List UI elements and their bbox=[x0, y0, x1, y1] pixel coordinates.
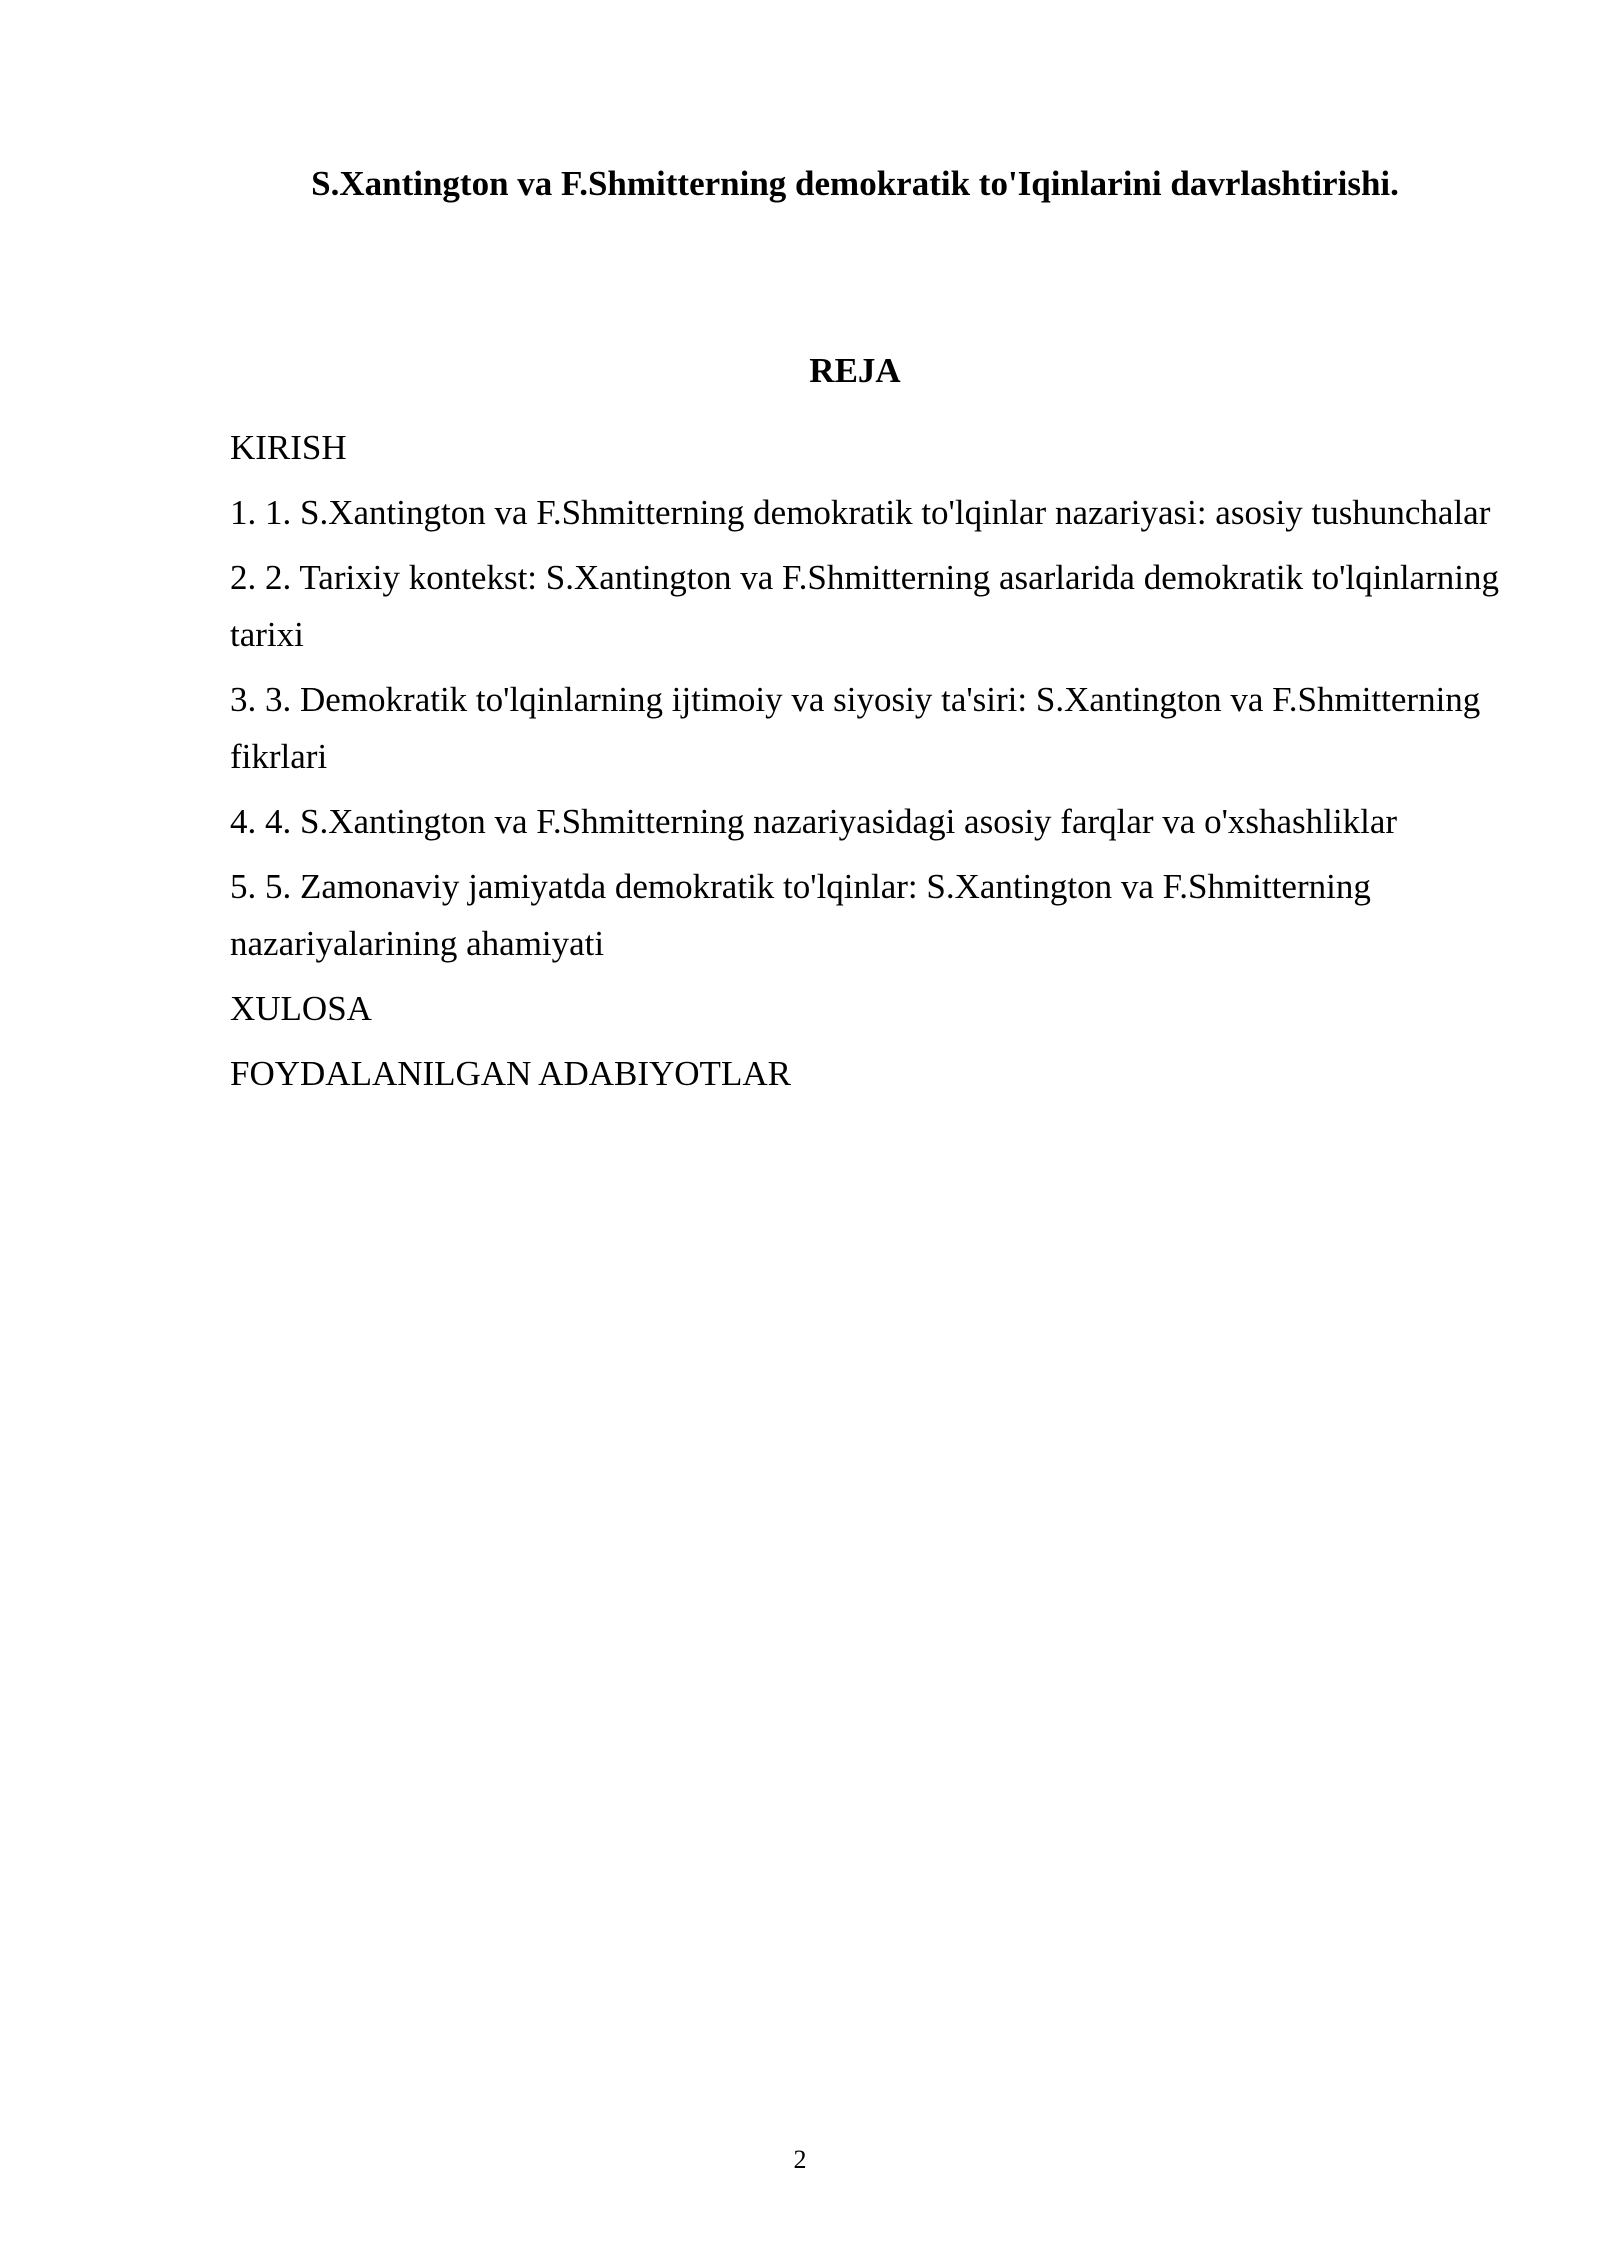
plan-item-5: 5. 5. Zamonaviy jamiyatda demokratik to'lqinlar: S.Xantington va F.Shmitterning nazariyalarining ahamiyati bbox=[230, 867, 1371, 963]
plan-item-1: 1. 1. S.Xantington va F.Shmitterning demokratik to'lqinlar nazariyasi: asosiy tushunchalar bbox=[230, 493, 1491, 532]
document-title: S.Xantington va F.Shmitterning demokratik to'Iqinlarini davrlashtirishi. bbox=[311, 164, 1399, 203]
plan-item-3: 3. 3. Demokratik to'lqinlarning ijtimoiy va siyosiy ta'siri: S.Xantington va F.Shmitterning fikrlari bbox=[230, 680, 1481, 776]
plan-item-4: 4. 4. S.Xantington va F.Shmitterning nazariyasidagi asosiy farqlar va o'xshashliklar bbox=[230, 802, 1398, 841]
plan-heading: REJA bbox=[809, 351, 901, 390]
plan-list bbox=[230, 419, 1500, 1110]
plan-item-introduction: KIRISH bbox=[230, 428, 347, 467]
plan-item-2: 2. 2. Tarixiy kontekst: S.Xantington va F.Shmitterning asarlarida demokratik to'lqinlarning tarixi bbox=[230, 558, 1499, 654]
plan-item-references: FOYDALANILGAN ADABIYOTLAR bbox=[230, 1054, 791, 1093]
plan-item-conclusion: XULOSA bbox=[230, 989, 372, 1028]
page-number: 2 bbox=[793, 2145, 807, 2174]
